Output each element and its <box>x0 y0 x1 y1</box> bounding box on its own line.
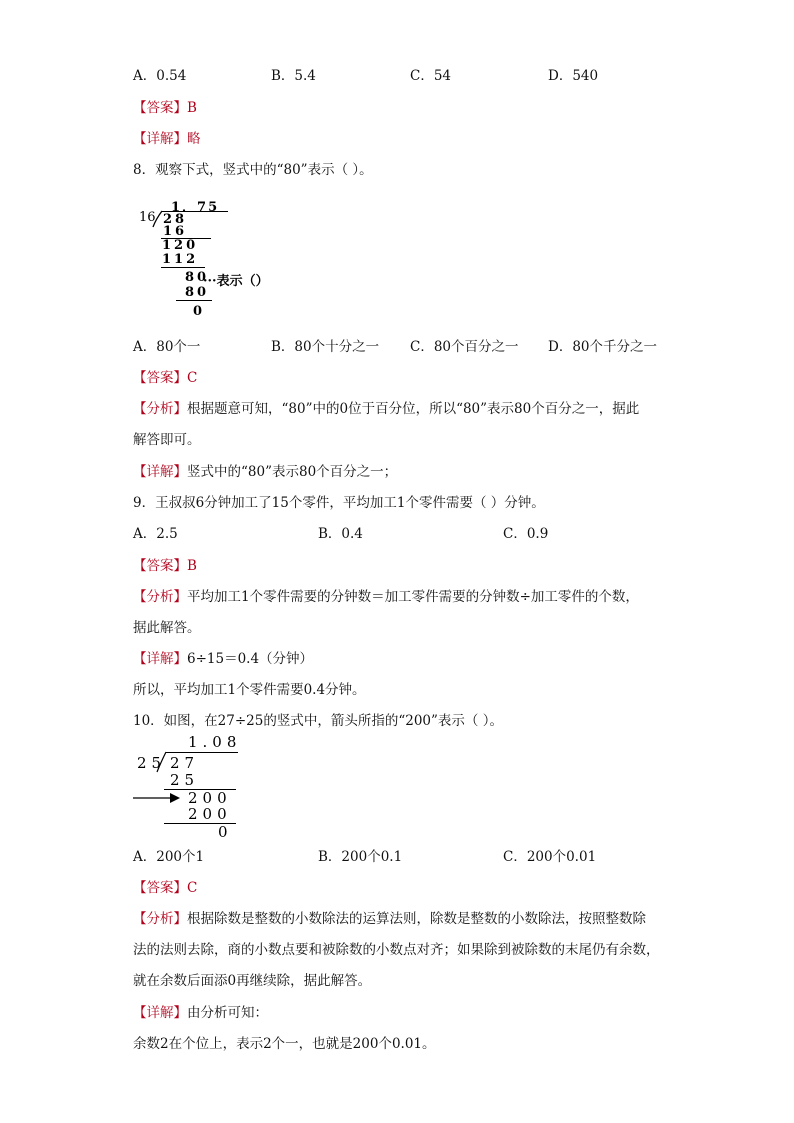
q10-top-bar <box>166 752 238 753</box>
q8-row-4: 80 <box>185 270 210 285</box>
q7-detail <box>133 130 201 148</box>
q8-answer <box>133 369 197 387</box>
analysis-tag: 【分析】 <box>133 401 187 417</box>
detail-tag: 【详解】 <box>133 464 187 480</box>
q10-question: 10．如图，在27÷25的竖式中，箭头所指的“200”表示（ ）。 <box>133 713 503 729</box>
q10-option-c: C．200个0.01 <box>503 849 597 865</box>
answer-value: C <box>187 370 198 386</box>
detail-text: 竖式中的“80”表示80个百分之一； <box>187 464 398 480</box>
q8-option-d: D．80个千分之一 <box>548 339 658 355</box>
q8-row-3: 112 <box>162 252 199 267</box>
detail-tag: 【详解】 <box>133 651 187 667</box>
analysis-tag: 【分析】 <box>133 911 187 927</box>
q7-option-c: C．54 <box>410 68 452 84</box>
q9-answer <box>133 557 197 575</box>
q10-row-2: 200 <box>188 789 232 807</box>
q10-option-b: B．200个0.1 <box>318 849 403 865</box>
q8-row-6: 0 <box>193 304 203 319</box>
detail-text: 略 <box>187 131 201 147</box>
q10-option-a: A．200个1 <box>133 849 205 865</box>
q8-row-1: 16 <box>163 224 188 239</box>
answer-tag: 【答案】 <box>133 558 187 574</box>
q9-conclusion: 所以，平均加工1个零件需要0.4分钟。 <box>133 682 366 698</box>
q9-analysis <box>133 588 639 606</box>
q9-option-c: C．0.9 <box>503 526 549 542</box>
q8-analysis <box>133 400 639 418</box>
q10-detail <box>133 1004 268 1022</box>
q10-dividend: 27 <box>170 754 200 772</box>
q7-option-d: D．540 <box>548 68 599 84</box>
q8-option-c: C．80个百分之一 <box>410 339 519 355</box>
analysis-text: 根据题意可知，“80”中的0位于百分位，所以“80”表示80个百分之一，据此 <box>187 401 640 417</box>
analysis-text: 平均加工1个零件需要的分钟数＝加工零件需要的分钟数÷加工零件的个数， <box>187 589 639 605</box>
answer-value: C <box>187 880 198 896</box>
answer-value: B <box>187 100 197 116</box>
q10-row-3: 200 <box>188 805 232 823</box>
q10-quotient: 1.08 <box>188 733 242 751</box>
q10-analysis <box>133 910 646 928</box>
detail-text: 6÷15＝0.4（分钟） <box>187 651 314 667</box>
q8-row-5: 80 <box>185 285 210 300</box>
answer-tag: 【答案】 <box>133 880 187 896</box>
q10-analysis-line3: 就在余数后面添0再继续除，据此解答。 <box>133 973 372 989</box>
detail-text: 由分析可知： <box>187 1005 268 1021</box>
q8-bar-2 <box>161 267 205 268</box>
q8-analysis-line2: 解答即可。 <box>133 432 201 448</box>
q10-divisor: 25 <box>137 754 167 772</box>
q8-quotient: 1．75 <box>171 200 220 215</box>
analysis-tag: 【分析】 <box>133 589 187 605</box>
q9-analysis-line2: 据此解答。 <box>133 620 201 636</box>
q8-dividend: 28 <box>163 212 188 227</box>
answer-value: B <box>187 558 197 574</box>
q10-division-bracket <box>156 750 168 774</box>
detail-tag: 【详解】 <box>133 131 187 147</box>
detail-tag: 【详解】 <box>133 1005 187 1021</box>
q10-arrow-icon <box>132 792 182 804</box>
q9-question: 9．王叔叔6分钟加工了15个零件，平均加工1个零件需要（ ）分钟。 <box>133 495 545 511</box>
answer-tag: 【答案】 <box>133 370 187 386</box>
q10-conclusion: 余数2在个位上，表示2个一，也就是200个0.01。 <box>133 1036 436 1052</box>
answer-tag: 【答案】 <box>133 100 187 116</box>
q9-option-b: B．0.4 <box>318 526 363 542</box>
q8-option-a: A．80个一 <box>133 339 201 355</box>
q7-option-a: A．0.54 <box>133 68 187 84</box>
q9-detail <box>133 650 313 668</box>
q9-option-a: A．2.5 <box>133 526 178 542</box>
q7-answer <box>133 99 197 117</box>
q8-annotation: ···表示（） <box>203 274 269 289</box>
q10-analysis-line2: 法的法则去除，商的小数点要和被除数的小数点对齐；如果除到被除数的末尾仍有余数， <box>133 942 660 958</box>
q10-row-1: 25 <box>170 771 200 789</box>
q8-bar-3 <box>176 300 212 301</box>
q10-answer <box>133 879 197 897</box>
q8-divisor: 16 <box>139 210 156 225</box>
analysis-text: 根据除数是整数的小数除法的运算法则，除数是整数的小数除法，按照整数除 <box>187 911 646 927</box>
q8-question: 8．观察下式，竖式中的“80”表示（ ）。 <box>133 162 373 178</box>
q7-option-b: B．5.4 <box>271 68 316 84</box>
q8-option-b: B．80个十分之一 <box>271 339 380 355</box>
q8-row-2: 120 <box>162 238 199 253</box>
q10-row-4: 0 <box>218 823 233 841</box>
q8-detail <box>133 463 397 481</box>
